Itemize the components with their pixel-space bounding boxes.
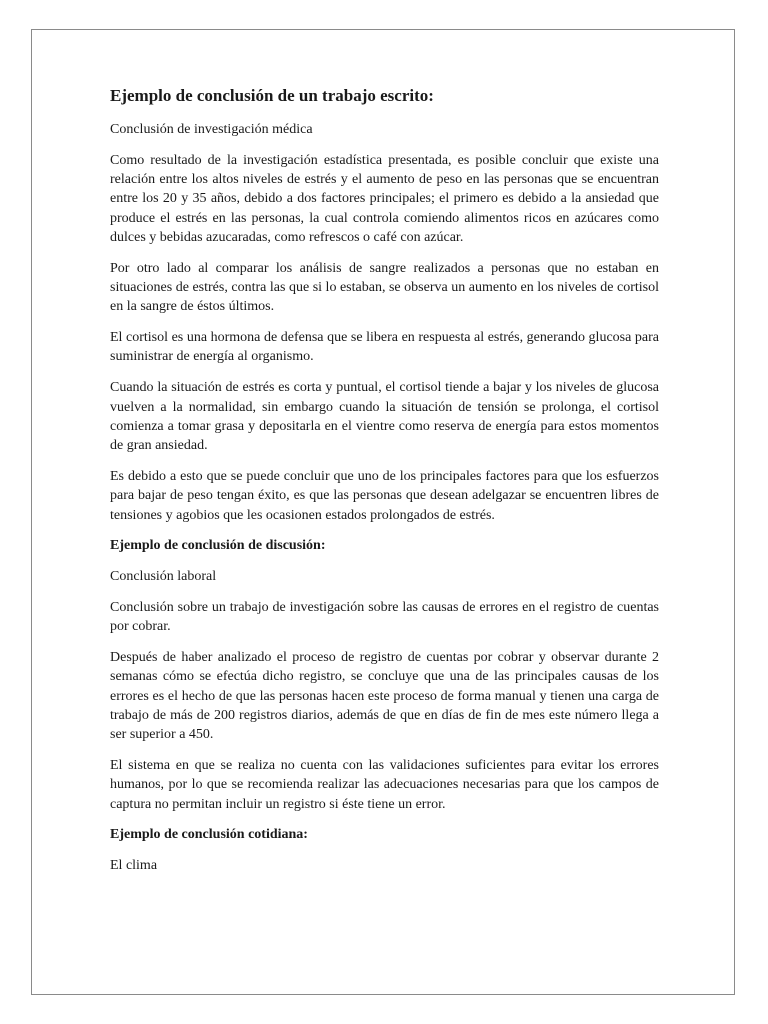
paragraph: Cuando la situación de estrés es corta y puntual, el cortisol tiende a bajar y los niveles de glucosa vuelven a la normalidad, sin embargo cuando la situación de tensión se prolonga, el cortisol comienza a tomar grasa y depositarla en el vientre como reserva de energía para estos momentos de gran ansiedad. <box>110 380 659 454</box>
subheading-medical: Conclusión de investigación médica <box>110 122 313 137</box>
document-title: Ejemplo de conclusión de un trabajo escrito: <box>110 86 434 105</box>
subheading-labor: Conclusión laboral <box>110 569 217 585</box>
paragraph: El sistema en que se realiza no cuenta con las validaciones suficientes para evitar los errores humanos, por lo que se recomienda realizar las adecuaciones necesarias para que los campos de captura no permitan incluir un registro si éste tiene un error. <box>110 758 659 812</box>
subheading-weather: El clima <box>110 858 158 874</box>
document-page <box>31 29 735 995</box>
section-heading-everyday: Ejemplo de conclusión cotidiana: <box>110 827 308 843</box>
document-content <box>110 86 659 887</box>
paragraph: Por otro lado al comparar los análisis de sangre realizados a personas que no estaban en situaciones de estrés, contra las que si lo estaban, se observa un aumento en los niveles de cortisol en la sangre de éstos últimos. <box>110 260 659 315</box>
paragraph: Conclusión sobre un trabajo de investigación sobre las causas de errores en el registro de cuentas por cobrar. <box>110 599 659 635</box>
paragraph: Como resultado de la investigación estadística presentada, es posible concluir que existe una relación entre los altos niveles de estrés y el aumento de peso en las personas que se encuentran entre los 20 y 35 años, debido a dos factores principales; el primero es debido a la ansiedad que produce el estrés en las personas, la cual controla comiendo alimentos ricos en azúcares como dulces y bebidas azucaradas, como refrescos o café con azúcar. <box>110 152 659 245</box>
paragraph: Es debido a esto que se puede concluir que uno de los principales factores para que los esfuerzos para bajar de peso tengan éxito, es que las personas que desean adelgazar se encuentren libres de tensiones y agobios que les ocasionen estados prolongados de estrés. <box>110 468 659 523</box>
paragraph: Después de haber analizado el proceso de registro de cuentas por cobrar y observar durante 2 semanas cómo se efectúa dicho registro, se concluye que una de las principales causas de los errores es el hecho de que las personas hacen este proceso de forma manual y tienen una carga de trabajo de más de 200 registros diarios, además de que en días de fin de mes este número llega a ser superior a 450. <box>110 650 659 743</box>
section-heading-discussion: Ejemplo de conclusión de discusión: <box>110 538 326 554</box>
paragraph: El cortisol es una hormona de defensa que se libera en respuesta al estrés, generando glucosa para suministrar de energía al organismo. <box>110 330 659 365</box>
